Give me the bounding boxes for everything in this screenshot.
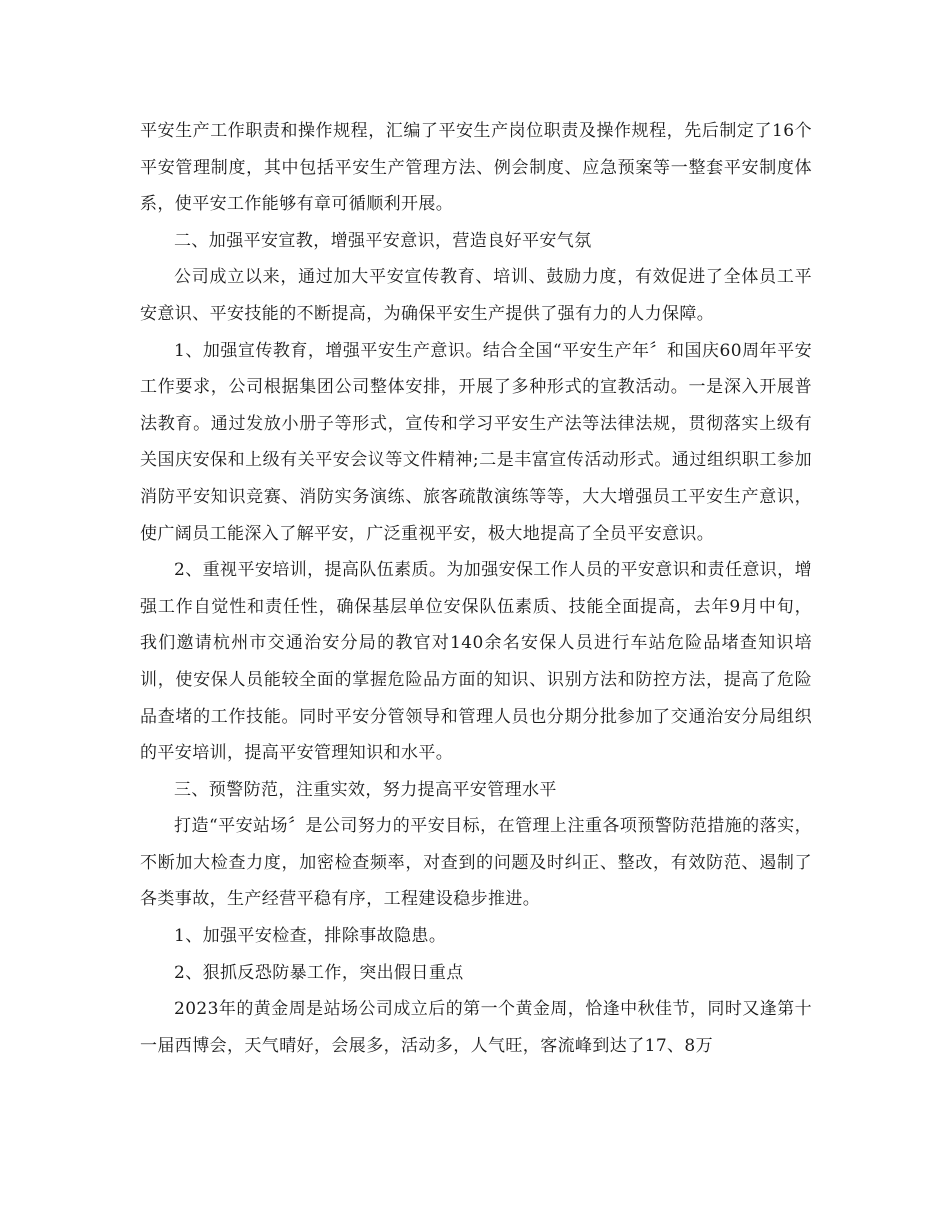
- subheading-1: 1、加强平安检查，排除事故隐患。: [174, 926, 447, 947]
- paragraph-6: 2023年的黄金周是站场公司成立后的第一个黄金周，恰逢中秋佳节，同时又逢第十一届西博会，天气晴好，会展多，活动多，人气旺，客流峰到达了17、8万: [140, 999, 812, 1056]
- paragraph-3: 1、加强宣传教育，增强平安生产意识。结合全国“平安生产年〞和国庆60周年平安工作要求，公司根据集团公司整体安排，开展了多种形式的宣教活动。一是深入开展普法教育。通过发放小册子等形式，宣传和学习平安生产法等法律法规，贯彻落实上级有关国庆安保和上级有关平安会议等文件精神;二是丰富宣传活动形式。通过组织职工参加消防平安知识竞赛、消防实务演练、旅客疏散演练等等，大大增强员工平安生产意识，使广阔员工能深入了解平安，广泛重视平安，极大地提高了全员平安意识。: [140, 340, 812, 544]
- paragraph-5: 打造“平安站场〞是公司努力的平安目标，在管理上注重各项预警防范措施的落实，不断加大检查力度，加密检查频率，对查到的问题及时纠正、整改，有效防范、遏制了各类事故，生产经营平稳有序，工程建设稳步推进。: [140, 816, 812, 910]
- section-heading-2: 二、加强平安宣教，增强平安意识，营造良好平安气氛: [174, 230, 592, 251]
- document-page: [140, 113, 812, 1064]
- paragraph-4: 2、重视平安培训，提高队伍素质。为加强安保工作人员的平安意识和责任意识，增强工作自觉性和责任性，确保基层单位安保队伍素质、技能全面提高，去年9月中旬，我们邀请杭州市交通治安分局的教官对140余名安保人员进行车站危险品堵查知识培训，使安保人员能较全面的掌握危险品方面的知识、识别方法和防控方法，提高了危险品查堵的工作技能。同时平安分管领导和管理人员也分期分批参加了交通治安分局组织的平安培训，提高平安管理知识和水平。: [140, 560, 812, 764]
- paragraph-1: 平安生产工作职责和操作规程，汇编了平安生产岗位职责及操作规程，先后制定了16个平安管理制度，其中包括平安生产管理方法、例会制度、应急预案等一整套平安制度体系，使平安工作能够有章可循顺利开展。: [140, 121, 812, 215]
- subheading-2: 2、狠抓反恐防暴工作，突出假日重点: [174, 962, 464, 983]
- section-heading-3: 三、预警防范，注重实效，努力提高平安管理水平: [174, 779, 557, 800]
- paragraph-2: 公司成立以来，通过加大平安宣传教育、培训、鼓励力度，有效促进了全体员工平安意识、平安技能的不断提高，为确保平安生产提供了强有力的人力保障。: [140, 267, 812, 324]
